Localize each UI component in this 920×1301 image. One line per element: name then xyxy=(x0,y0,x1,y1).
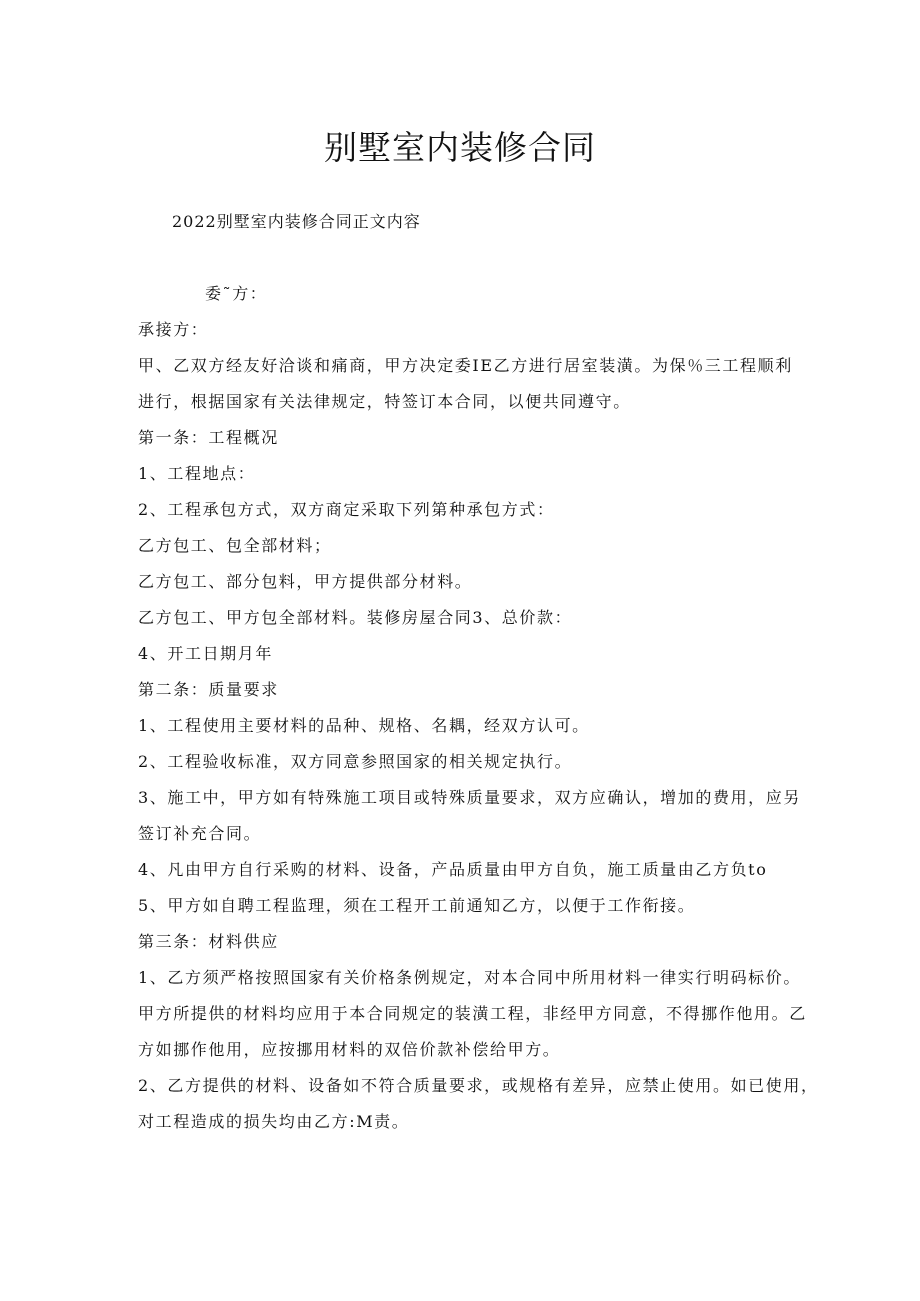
section-heading: 第二条：质量要求 xyxy=(138,680,279,699)
clause-line: 5、甲方如自聘工程监理，须在工程开工前通知乙方，以便于工作衔接。 xyxy=(138,896,696,915)
clause-line: 2、乙方提供的材料、设备如不符合质量要求，或规格有差异，应禁止使用。如已使用， xyxy=(138,1076,819,1095)
clause-line: 签订补充合同。 xyxy=(138,824,262,843)
clause-line: 2、工程验收标准，双方同意参照国家的相关规定执行。 xyxy=(138,752,573,771)
clause-line: 1、乙方须严格按照国家有关价格条例规定，对本合同中所用材料一律实行明码标价。 xyxy=(138,968,801,987)
clause-line: 甲方所提供的材料均应用于本合同规定的装潢工程，非经甲方同意，不得挪作他用。乙 xyxy=(138,1004,807,1023)
document-subtitle: 2022别墅室内装修合同正文内容 xyxy=(172,212,421,231)
document-title: 别墅室内装修合同 xyxy=(324,128,596,167)
clause-line: 乙方包工、包全部材料； xyxy=(138,536,332,555)
paragraph-line: 进行，根据国家有关法律规定，特签订本合同，以便共同遵守。 xyxy=(138,392,631,411)
section-heading: 第一条：工程概况 xyxy=(138,428,279,447)
clause-line: 2、工程承包方式，双方商定采取下列第种承包方式： xyxy=(138,500,555,519)
clause-line: 1、工程使用主要材料的品种、规格、名耦，经双方认可。 xyxy=(138,716,590,735)
clause-line: 对工程造成的损失均由乙方:M责。 xyxy=(138,1112,410,1131)
paragraph-line: 甲、乙双方经友好洽谈和痛商，甲方决定委IE乙方进行居室装潢。为保％三工程顺利 xyxy=(138,356,793,375)
clause-line: 乙方包工、甲方包全部材料。装修房屋合同3、总价款： xyxy=(138,608,573,627)
clause-line: 4、凡由甲方自行采购的材料、设备，产品质量由甲方自负，施工质量由乙方负to xyxy=(138,860,768,879)
clause-line: 乙方包工、部分包料，甲方提供部分材料。 xyxy=(138,572,473,591)
clause-line: 1、工程地点： xyxy=(138,464,256,483)
client-party-line: 委˜方： xyxy=(205,284,268,303)
contractor-party-line: 承接方： xyxy=(138,320,209,339)
clause-line: 方如挪作他用，应按挪用材料的双倍价款补偿给甲方。 xyxy=(138,1040,561,1059)
clause-line: 3、施工中，甲方如有特殊施工项目或特殊质量要求，双方应确认，增加的费用，应另 xyxy=(138,788,801,807)
section-heading: 第三条：材料供应 xyxy=(138,932,279,951)
clause-line: 4、开工日期月年 xyxy=(138,644,273,663)
